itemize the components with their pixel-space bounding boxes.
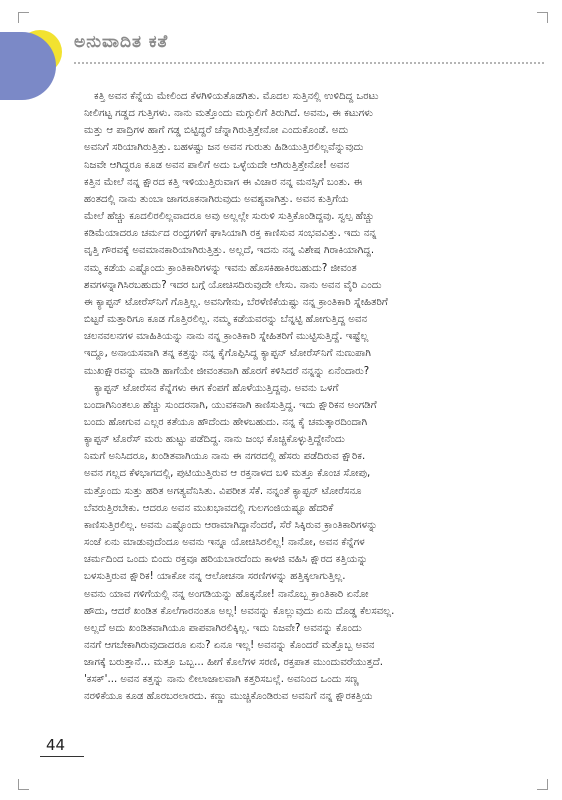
- paragraph-2: ಕ್ಯಾಪ್ಟನ್ ಟೋರೆಸನ ಕೆನ್ನೆಗಳು ಈಗ ಕೆಂಪಗೆ ಹೊಳೆಯುತ್ತಿದ್ದವು. ಅವನು ಒಳಗೆ ಬಂದಾಗಿನಿಂತಲೂ ಹೆಚ್ಚು ಸುಂದರನಾಗಿ, ಯುವಕನಾಗಿ ಕಾಣಿಸುತ್ತಿದ್ದ. ಇದು ಕ್ಷೌರಿಕನ ಅಂಗಡಿಗೆ ಬಂದು ಹೋಗುವ ಎಲ್ಲರ ಕತೆಯೂ ಹೌದೆಂದು ಹೇಳಬಹುದು. ನನ್ನ ಕೈ ಚಮತ್ಕಾರದಿಂದಾಗಿ ಕ್ಯಾಪ್ಟನ್ ಟೊರೆಸ್ ಮರು ಹುಟ್ಟು ಪಡೆದಿದ್ದ. ನಾನು ಜಂಭ ಕೊಚ್ಚಿಕೊಳ್ಳುತ್ತಿದ್ದೇನೆಂದು ನಿಮಗೆ ಅನಿಸಿದರೂ, ಖಂಡಿತವಾಗಿಯೂ ನಾನು ಈ ನಗರದಲ್ಲಿ ಹೆಸರು ಪಡೆದಿರುವ ಕ್ಷೌರಿಕ. ಅವನ ಗಲ್ಲದ ಕೆಳಭಾಗದಲ್ಲಿ, ಪುಟಿಯುತ್ತಿರುವ ಆ ರಕ್ತನಾಳದ ಬಳಿ ಮತ್ತೂ ಕೊಂಚ ಸೋಪು, ಮತ್ತೊಂದು ಸುತ್ತು ಹರಿತ ಅಗತ್ಯವೆನಿಸಿತು. ವಿಪರೀತ ಸೆಕೆ. ನನ್ನಂತೆ ಕ್ಯಾಪ್ಟನ್ ಟೋರೆಸನೂ ಬೆವರುತ್ತಿರಬೇಕು. ಆದರೂ ಅವನ ಮುಖಭಾವದಲ್ಲಿ ಗುಲಗಂಜಿಯಷ್ಟೂ ಹೆದರಿಕೆ ಕಾಣಿಸುತ್ತಿರಲಿಲ್ಲ. ಅವನು ಎಷ್ಟೊಂದು ಆರಾಮಾಗಿದ್ದಾನೆಂದರೆ, ಸೆರೆ ಸಿಕ್ಕಿರುವ ಕ್ರಾಂತಿಕಾರಿಗಳನ್ನು ಸಂಜೆ ಏನು ಮಾಡುವುದೆಂದೂ ಅವನು ಇನ್ನೂ ಯೋಚಿಸಿರಲಿಲ್ಲ! ನಾನೋ, ಅವನ ಕೆನ್ನೆಗಳ ಚರ್ಮದಿಂದ ಒಂದು ಬಿಂದು ರಕ್ತವೂ ಹರಿಯಬಾರದೆಂದು ಕಾಳಜಿ ವಹಿಸಿ ಕ್ಷೌರದ ಕತ್ತಿಯನ್ನು ಬಳಸುತ್ತಿರುವ ಕ್ಷೌರಿಕ! ಯಾಕೋ ನನ್ನ ಆಲೋಚನಾ ಸರಣಿಗಳನ್ನು ಹತ್ತಿಕ್ಕಲಾಗುತ್ತಿಲ್ಲ. ಅವನು ಯಾವ ಗಳಿಗೆಯಲ್ಲಿ ನನ್ನ ಅಂಗಡಿಯನ್ನು ಹೊಕ್ಕನೋ! ನಾನೊಬ್ಬ ಕ್ರಾಂತಿಕಾರಿ ಏನೋ ಹೌದು, ಆದರೆ ಖಂಡಿತ ಕೊಲೆಗಾರನಂತೂ ಅಲ್ಲ! ಅವನನ್ನು ಕೊಲ್ಲುವುದು ಏನು ದೊಡ್ಡ ಕೆಲಸವಲ್ಲ. ಅಲ್ಲದೆ ಅದು ಖಂಡಿತವಾಗಿಯೂ ಪಾಪವಾಗಿರಲಿಕ್ಕಿಲ್ಲ. ಇದು ನಿಜವೇ? ಅವನನ್ನು ಕೊಂದು ನನಗೆ ಆಗಬೇಕಾಗಿರುವುದಾದರೂ ಏನು? ಏನೂ ಇಲ್ಲ! ಅವನನ್ನು ಕೊಂದರೆ ಮತ್ತೊಬ್ಬ ಅವನ ಜಾಗಕ್ಕೆ ಬರುತ್ತಾನೆ... ಮತ್ತೂ ಒಬ್ಬ... ಹೀಗೆ ಕೊಲೆಗಳ ಸರಣಿ, ರಕ್ತಪಾತ ಮುಂದುವರೆಯುತ್ತದೆ. 'ಕಸಕ್'... ಅವನ ಕತ್ತನ್ನು ನಾನು ಲೀಲಾಜಾಲವಾಗಿ ಕತ್ತರಿಸಬಲ್ಲೆ. ಅವನಿಂದ ಒಂದು ಸಣ್ಣ ನರಳಿಕೆಯೂ ಕೂಡ ಹೊರಬರಲಾರದು. ಕಣ್ಣು ಮುಚ್ಚಿಕೊಂಡಿರುವ ಅವನಿಗೆ ನನ್ನ ಕ್ಷೌರಕತ್ತಿಯ: [84, 382, 395, 703]
- section-title: ಅನುವಾದಿತ ಕತೆ: [74, 32, 169, 52]
- header-divider: [74, 62, 544, 64]
- paragraph-1: ಕತ್ತಿ ಅವನ ಕೆನ್ನೆಯ ಮೇಲಿಂದ ಕೆಳಗಿಳಿಯತೊಡಗಿತು. ಮೊದಲ ಸುತ್ತಿನಲ್ಲಿ ಉಳಿದಿದ್ದ ಒರಟು ನೀಲಿಗಟ್ಟ ಗಡ್ಡದ ಗುತ್ತಿಗಳು. ನಾನು ಮತ್ತೊಂದು ಮಗ್ಗುಲಿಗೆ ತಿರುಗಿದೆ. ಅವನು, ಈ ಕಟುಗಳು ಮತ್ತು ಆ ಪಾದ್ರಿಗಳ ಹಾಗೆ ಗಡ್ಡ ಬಿಟ್ಟಿದ್ದರೆ ಚೆನ್ನಾಗಿರುತ್ತಿತ್ತೇನೋ ಎಂದುಕೊಂಡೆ. ಅದು ಅವನಿಗೆ ಸರಿಯಾಗಿರುತ್ತಿತ್ತು. ಬಹಳಷ್ಟು ಜನ ಅವನ ಗುರುತು ಹಿಡಿಯುತ್ತಿರಲಿಲ್ಲವೆನ್ನುವುದು ನಿಜವೇ ಆಗಿದ್ದರೂ ಕೂಡ ಅವನ ಪಾಲಿಗೆ ಅದು ಒಳ್ಳೆಯದೇ ಆಗಿರುತ್ತಿತ್ತೇನೋ! ಅವನ ಕತ್ತಿನ ಮೇಲೆ ನನ್ನ ಕ್ಷೌರದ ಕತ್ತಿ ಇಳಿಯುತ್ತಿರುವಾಗ ಈ ವಿಚಾರ ನನ್ನ ಮನಸ್ಸಿಗೆ ಬಂತು. ಈ ಹಂತದಲ್ಲಿ ನಾನು ತುಂಬಾ ಜಾಗರೂಕನಾಗಿರುವುದು ಅವಶ್ಯವಾಗಿತ್ತು. ಅವನ ಕುತ್ತಿಗೆಯ ಮೇಲೆ ಹೆಚ್ಚು ಕೂದಲಿರಲಿಲ್ಲವಾದರೂ ಅವು ಅಲ್ಲಲ್ಲೇ ಸುರುಳಿ ಸುತ್ತಿಕೊಂಡಿದ್ದವು. ಸ್ವಲ್ಪ ಹೆಚ್ಚು ಕಡಿಮೆಯಾದರೂ ಚರ್ಮದ ರಂಧ್ರಗಳಿಗೆ ಘಾಸಿಯಾಗಿ ರಕ್ತ ಕಾಣಿಸುವ ಸಂಭವವಿತ್ತು. ಇದು ನನ್ನ ವೃತ್ತಿ ಗೌರವಕ್ಕೆ ಅವಮಾನಕಾರಿಯಾಗಿರುತ್ತಿತ್ತು. ಅಲ್ಲದೆ, ಇದನು ನನ್ನ ವಿಶೇಷ ಗಿರಾಕಿಯಾಗಿದ್ದ. ನಮ್ಮ ಕಡೆಯ ಎಷ್ಟೊಂದು ಕ್ರಾಂತಿಕಾರಿಗಳನ್ನು ಇವನು ಹೊಸಕಿಹಾಕಿರಬಹುದು? ಜೀವಂತ ಶವಗಳನ್ನಾಗಿಸಿರಬಹುದು? ಇದರ ಬಗ್ಗೆ ಯೋಚಿಸದಿರುವುದೇ ಲೇಸು. ನಾನು ಅವನ ವೈರಿ ಎಂದು ಈ ಕ್ಯಾಪ್ಟನ್ ಟೋರೆಸ್‌ನಿಗೆ ಗೊತ್ತಿಲ್ಲ. ಅವನಿಗೇನು, ಬೆರಳೆಣಿಕೆಯಷ್ಟು ನನ್ನ ಕ್ರಾಂತಿಕಾರಿ ಸ್ನೇಹಿತರಿಗೆ ಬಿಟ್ಟರೆ ಮತ್ತಾರಿಗೂ ಕೂಡ ಗೊತ್ತಿರಲಿಲ್ಲ. ನಮ್ಮ ಕಡೆಯವರನ್ನು ಬೆನ್ನಟ್ಟಿ ಹೋಗುತ್ತಿದ್ದ ಅವನ ಚಲನವಲನಗಳ ಮಾಹಿತಿಯನ್ನು ನಾನು ನನ್ನ ಕ್ರಾಂತಿಕಾರಿ ಸ್ನೇಹಿತರಿಗೆ ಮುಟ್ಟಿಸುತ್ತಿದ್ದೆ. ಇಷ್ಟೆಲ್ಲ ಇದ್ದೂ, ಅನಾಯಸವಾಗಿ ತನ್ನ ಕತ್ತನ್ನು ನನ್ನ ಕೈಗೊಪ್ಪಿಸಿದ್ದ ಕ್ಯಾಪ್ಟನ್ ಟೋರೆಸ್‌ನಿಗೆ ನುಣುಪಾಗಿ ಮುಖಕ್ಷೌರವನ್ನು ಮಾಡಿ ಹಾಗೆಯೇ ಜೀವಂತವಾಗಿ ಹೊರಗೆ ಕಳಿಸಿದರೆ ನನ್ನನ್ನು ಏನೆಂದಾರು?: [84, 91, 388, 377]
- footer-rule: [40, 756, 84, 757]
- section-logo-icon: [0, 26, 64, 106]
- story-body: [84, 88, 542, 706]
- page-number: 44: [46, 736, 66, 754]
- crop-mark-bottom-left: [18, 779, 29, 790]
- crop-mark-bottom-right: [537, 779, 548, 790]
- crop-mark-top-right: [537, 12, 548, 23]
- crop-mark-top-left: [18, 12, 29, 23]
